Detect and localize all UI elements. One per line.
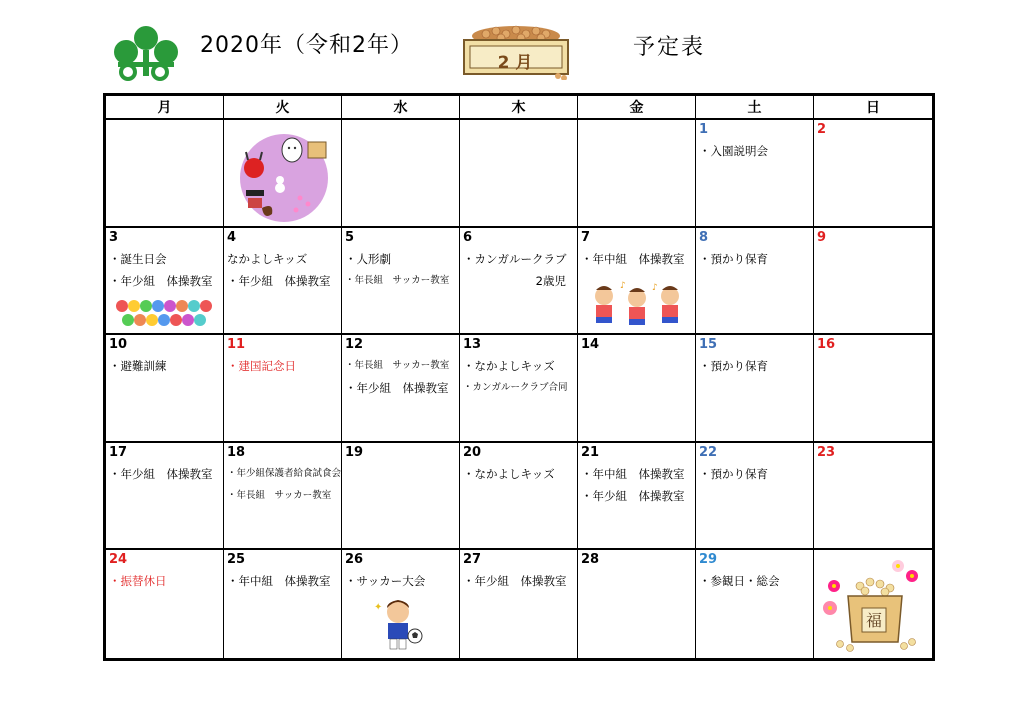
event: ・預かり保育 [699,466,768,481]
event: ・年長組 サッカー教室 [345,274,450,286]
day-number: 25 [227,552,246,568]
day-cell-empty [224,120,342,228]
page-subtitle: 予定表 [633,35,706,60]
day-cell-3 [106,228,224,336]
event: 2歳児 [535,273,566,288]
day-cell-14 [578,335,696,443]
svg-text:♪: ♪ [652,282,658,293]
svg-text:✦: ✦ [374,602,383,614]
event: なかよしキッズ [227,251,308,266]
day-number: 14 [581,337,600,353]
event: ・年中組 体操教室 [581,251,685,266]
day-number: 22 [699,444,718,460]
page-title: 2020年（令和2年） [200,33,413,58]
day-number: 5 [345,229,355,245]
weekday-mon: 月 [106,96,224,120]
month-badge: 2月 [497,53,539,73]
day-number: 28 [581,552,600,568]
day-number: 13 [463,337,482,353]
day-number: 29 [699,552,718,568]
day-number: 12 [345,337,364,353]
event: ・サッカー大会 [345,574,426,589]
event: ・年中組 体操教室 [227,574,331,589]
day-cell-22 [696,443,814,551]
day-cell-29 [696,550,814,658]
day-number: 6 [463,229,473,245]
event: ・なかよしキッズ [463,466,555,481]
event: ・カンガルークラブ [463,251,567,266]
svg-text:福: 福 [866,611,883,631]
soccer-player-icon [368,596,432,652]
event: ・入園説明会 [699,144,768,158]
weekday-sun: 日 [814,96,932,120]
event: ・年長組 サッカー教室 [227,489,332,501]
event: ・避難訓練 [109,359,167,374]
event: ・誕生日会 [109,251,167,266]
day-cell-4 [224,228,342,336]
event: ・年少組 体操教室 [227,273,331,288]
day-cell-1 [696,120,814,228]
fuku-masu-beans-icon [820,556,924,652]
day-cell-7 [578,228,696,336]
event: ・年少組 体操教室 [345,381,449,396]
day-number: 20 [463,444,482,460]
kindergarten-logo-icon [110,22,182,82]
day-number: 27 [463,552,482,568]
day-cell-empty [106,120,224,228]
weekday-tue: 火 [224,96,342,120]
event: ・参観日・総会 [699,574,780,589]
day-cell-18 [224,443,342,551]
event: ・預かり保育 [699,251,768,266]
header [0,0,1024,95]
day-number: 3 [109,229,119,245]
day-cell-2 [814,120,932,228]
event: ・年少組 体操教室 [581,488,685,503]
day-number: 16 [817,337,836,353]
day-cell-16 [814,335,932,443]
day-number: 8 [699,229,709,245]
day-number: 26 [345,552,364,568]
day-cell-15 [696,335,814,443]
day-number: 24 [109,552,128,568]
event: ・年少組 体操教室 [463,574,567,589]
day-cell-19 [342,443,460,551]
day-cell-17 [106,443,224,551]
children-exercise-icon [582,280,692,330]
event: ・建国記念日 [227,359,296,374]
birthday-balloons-icon [114,298,214,328]
weekday-wed: 水 [342,96,460,120]
day-number: 2 [817,122,827,137]
day-number: 4 [227,229,237,245]
day-cell-empty [814,550,932,658]
event: ・年長組 サッカー教室 [345,360,450,372]
event: ・なかよしキッズ [463,359,555,374]
calendar-grid [103,93,935,661]
day-cell-8 [696,228,814,336]
day-cell-10 [106,335,224,443]
day-cell-23 [814,443,932,551]
day-cell-9 [814,228,932,336]
day-number: 7 [581,229,591,245]
day-cell-13 [460,335,578,443]
day-cell-24 [106,550,224,658]
event: ・カンガルークラブ合同 [463,382,568,394]
event: ・年少組 体操教室 [109,466,213,481]
event: ・預かり保育 [699,359,768,374]
day-cell-12 [342,335,460,443]
day-number: 23 [817,444,836,460]
day-number: 18 [227,444,246,460]
day-number: 1 [699,122,709,137]
day-cell-empty [578,120,696,228]
day-number: 21 [581,444,600,460]
day-cell-28 [578,550,696,658]
day-cell-6 [460,228,578,336]
day-cell-empty [460,120,578,228]
day-cell-11 [224,335,342,443]
day-number: 15 [699,337,718,353]
event: ・振替休日 [109,574,167,589]
day-number: 19 [345,444,364,460]
day-cell-empty [342,120,460,228]
event: ・年少組保護者給食試食会 [227,467,342,479]
day-number: 17 [109,444,128,460]
day-cell-27 [460,550,578,658]
day-number: 11 [227,337,246,353]
event: ・年少組 体操教室 [109,273,213,288]
weekday-sat: 土 [696,96,814,120]
event: ・人形劇 [345,251,391,266]
day-cell-26 [342,550,460,658]
weekday-thu: 木 [460,96,578,120]
day-cell-25 [224,550,342,658]
day-number: 10 [109,337,128,353]
day-cell-20 [460,443,578,551]
day-cell-21 [578,443,696,551]
svg-text:♪: ♪ [620,280,626,291]
event: ・年中組 体操教室 [581,466,685,481]
weekday-fri: 金 [578,96,696,120]
day-number: 9 [817,229,827,245]
day-cell-5 [342,228,460,336]
setsubun-illustration-icon [234,128,334,228]
